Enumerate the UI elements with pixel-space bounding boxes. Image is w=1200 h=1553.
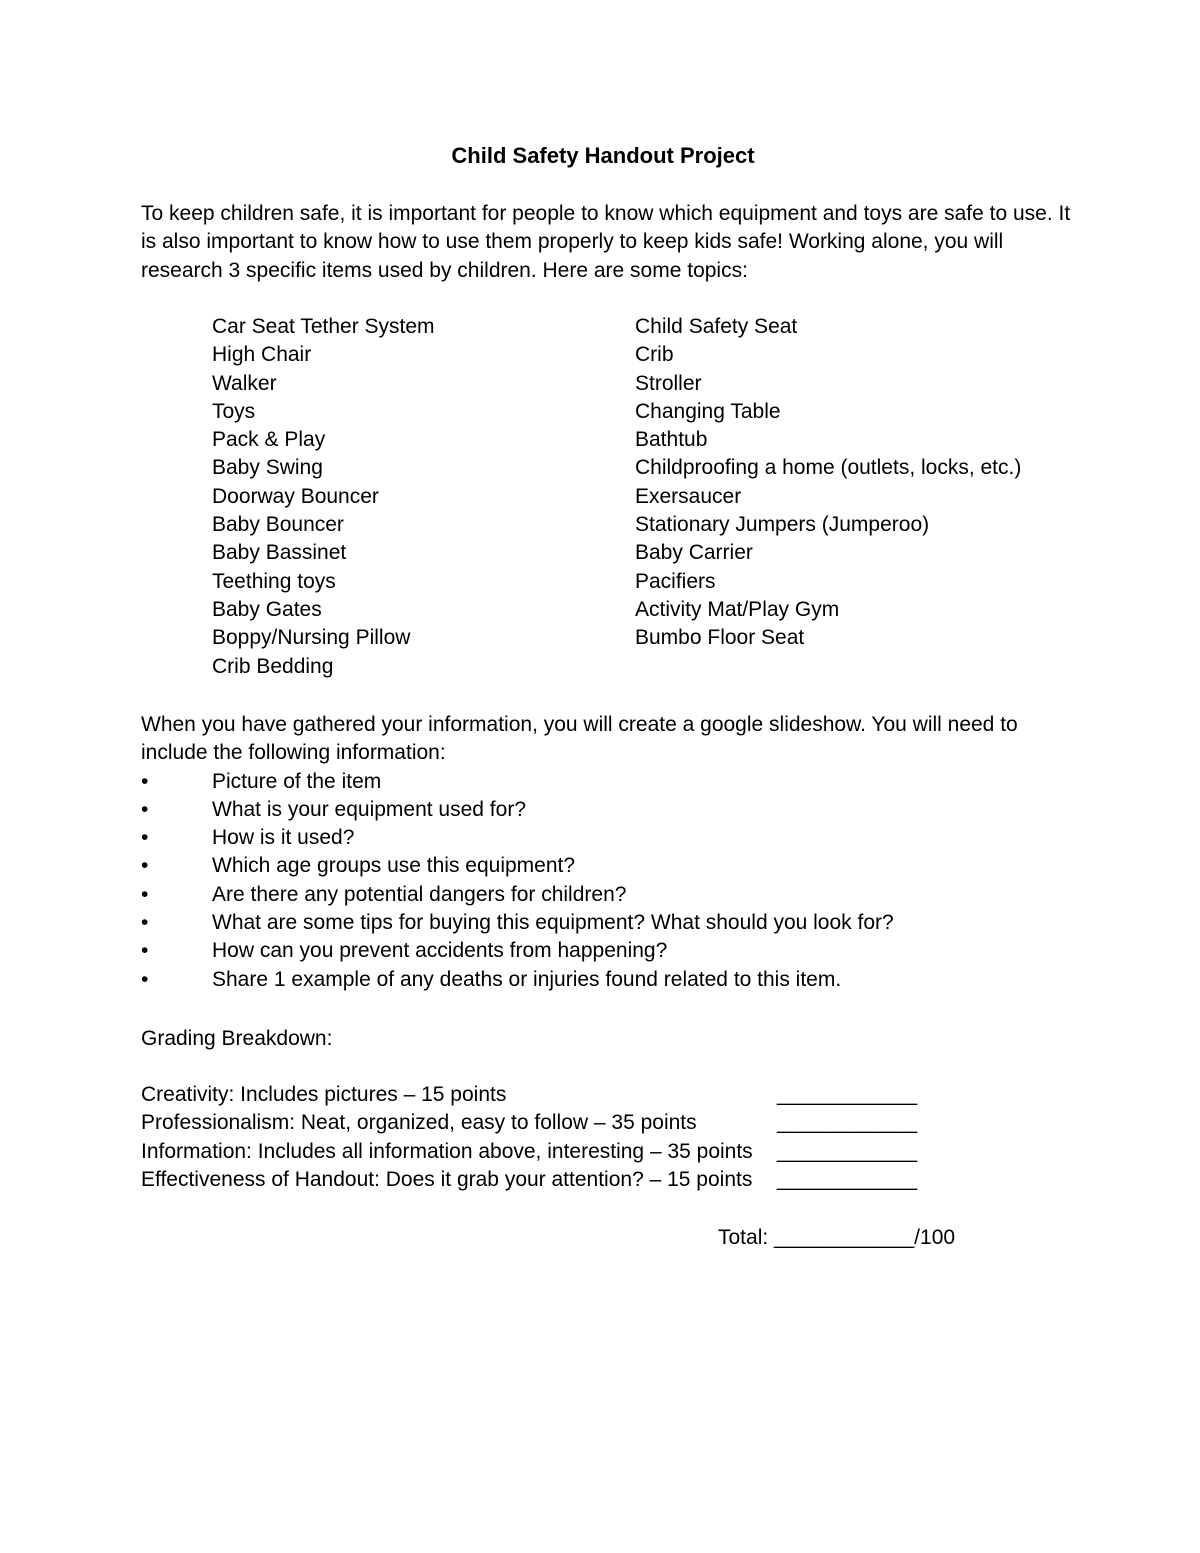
requirement-item [141,909,1071,937]
requirement-text: How is it used? [212,826,355,850]
topic-item: Crib [635,343,674,367]
bullet-icon: • [141,911,149,935]
topic-item: Activity Mat/Play Gym [635,597,840,621]
instructions-text: When you have gathered your information, you will create a google slideshow. You will need to include the following information: [141,713,1018,765]
requirement-text: Share 1 example of any deaths or injuries found related to this item. [212,967,842,991]
grading-criterion: Effectiveness of Handout: Does it grab your attention? – 15 points [141,1167,753,1191]
requirements-list [141,768,1071,994]
requirement-text: Which age groups use this equipment? [212,854,576,878]
topics-left-column [212,313,435,681]
bullet-icon: • [141,882,149,906]
score-blank: ____________ [777,1083,918,1106]
document-title: Child Safety Handout Project [451,143,755,168]
topic-item: High Chair [212,343,312,367]
topic-item: Childproofing a home (outlets, locks, etc.) [635,456,1022,480]
grading-criterion: Information: Includes all information above, interesting – 35 points [141,1139,753,1163]
topic-item: Changing Table [635,399,781,423]
grading-row [141,1166,1041,1194]
topic-item: Exersaucer [635,484,742,508]
requirement-text: What is your equipment used for? [212,797,526,821]
score-blank: ____________ [777,1139,918,1163]
total-score: Total: ____________/100 [718,1226,956,1249]
topic-item: Boppy/Nursing Pillow [212,626,411,650]
topic-item: Doorway Bouncer [212,484,379,508]
instructions-section [141,711,1071,994]
topic-item: Stroller [635,371,702,395]
bullet-icon: • [141,769,149,793]
topic-item: Teething toys [212,569,336,593]
topic-item: Pack & Play [212,428,326,452]
requirement-text: How can you prevent accidents from happening? [212,939,668,963]
topic-item: Walker [212,371,277,395]
requirement-item [141,768,1071,796]
topic-item: Child Safety Seat [635,315,798,338]
requirement-item [141,937,1071,965]
topic-item: Baby Carrier [635,541,753,565]
requirement-item [141,881,1071,909]
intro-paragraph: To keep children safe, it is important for people to know which equipment and toys are safe to use. It is also important to know how to use them properly to keep kids safe! Working alone, you will research 3 specific items used by children. Here are some topics: [141,202,1071,282]
bullet-icon: • [141,967,149,991]
bullet-icon: • [141,939,149,963]
grading-row [141,1081,1041,1109]
topics-right-column [635,313,1021,653]
requirement-item [141,796,1071,824]
bullet-icon: • [141,854,149,878]
grading-table [141,1081,1041,1194]
topic-item: Toys [212,399,256,423]
bullet-icon: • [141,797,149,821]
grading-criterion: Professionalism: Neat, organized, easy to follow – 35 points [141,1111,697,1135]
topic-item: Baby Bouncer [212,513,344,537]
requirement-item [141,852,1071,880]
score-blank: ____________ [777,1111,918,1135]
requirement-item [141,824,1071,852]
topic-item: Pacifiers [635,569,716,593]
requirement-item [141,966,1071,994]
topic-item: Stationary Jumpers (Jumperoo) [635,513,930,537]
topic-item: Baby Bassinet [212,541,347,565]
topic-item: Crib Bedding [212,654,334,678]
requirement-text: Are there any potential dangers for children? [212,882,627,906]
topic-item: Baby Swing [212,456,323,480]
topic-item: Bumbo Floor Seat [635,626,805,650]
topic-item: Bathtub [635,428,708,452]
grading-row [141,1109,1041,1137]
score-blank: ____________ [777,1167,918,1191]
bullet-icon: • [141,826,149,850]
topic-item: Car Seat Tether System [212,315,435,338]
requirement-text: What are some tips for buying this equipment? What should you look for? [212,911,894,935]
grading-criterion: Creativity: Includes pictures – 15 points [141,1083,507,1106]
topic-item: Baby Gates [212,597,322,621]
grading-row [141,1138,1041,1166]
requirement-text: Picture of the item [212,769,382,793]
grading-heading: Grading Breakdown: [141,1027,333,1050]
